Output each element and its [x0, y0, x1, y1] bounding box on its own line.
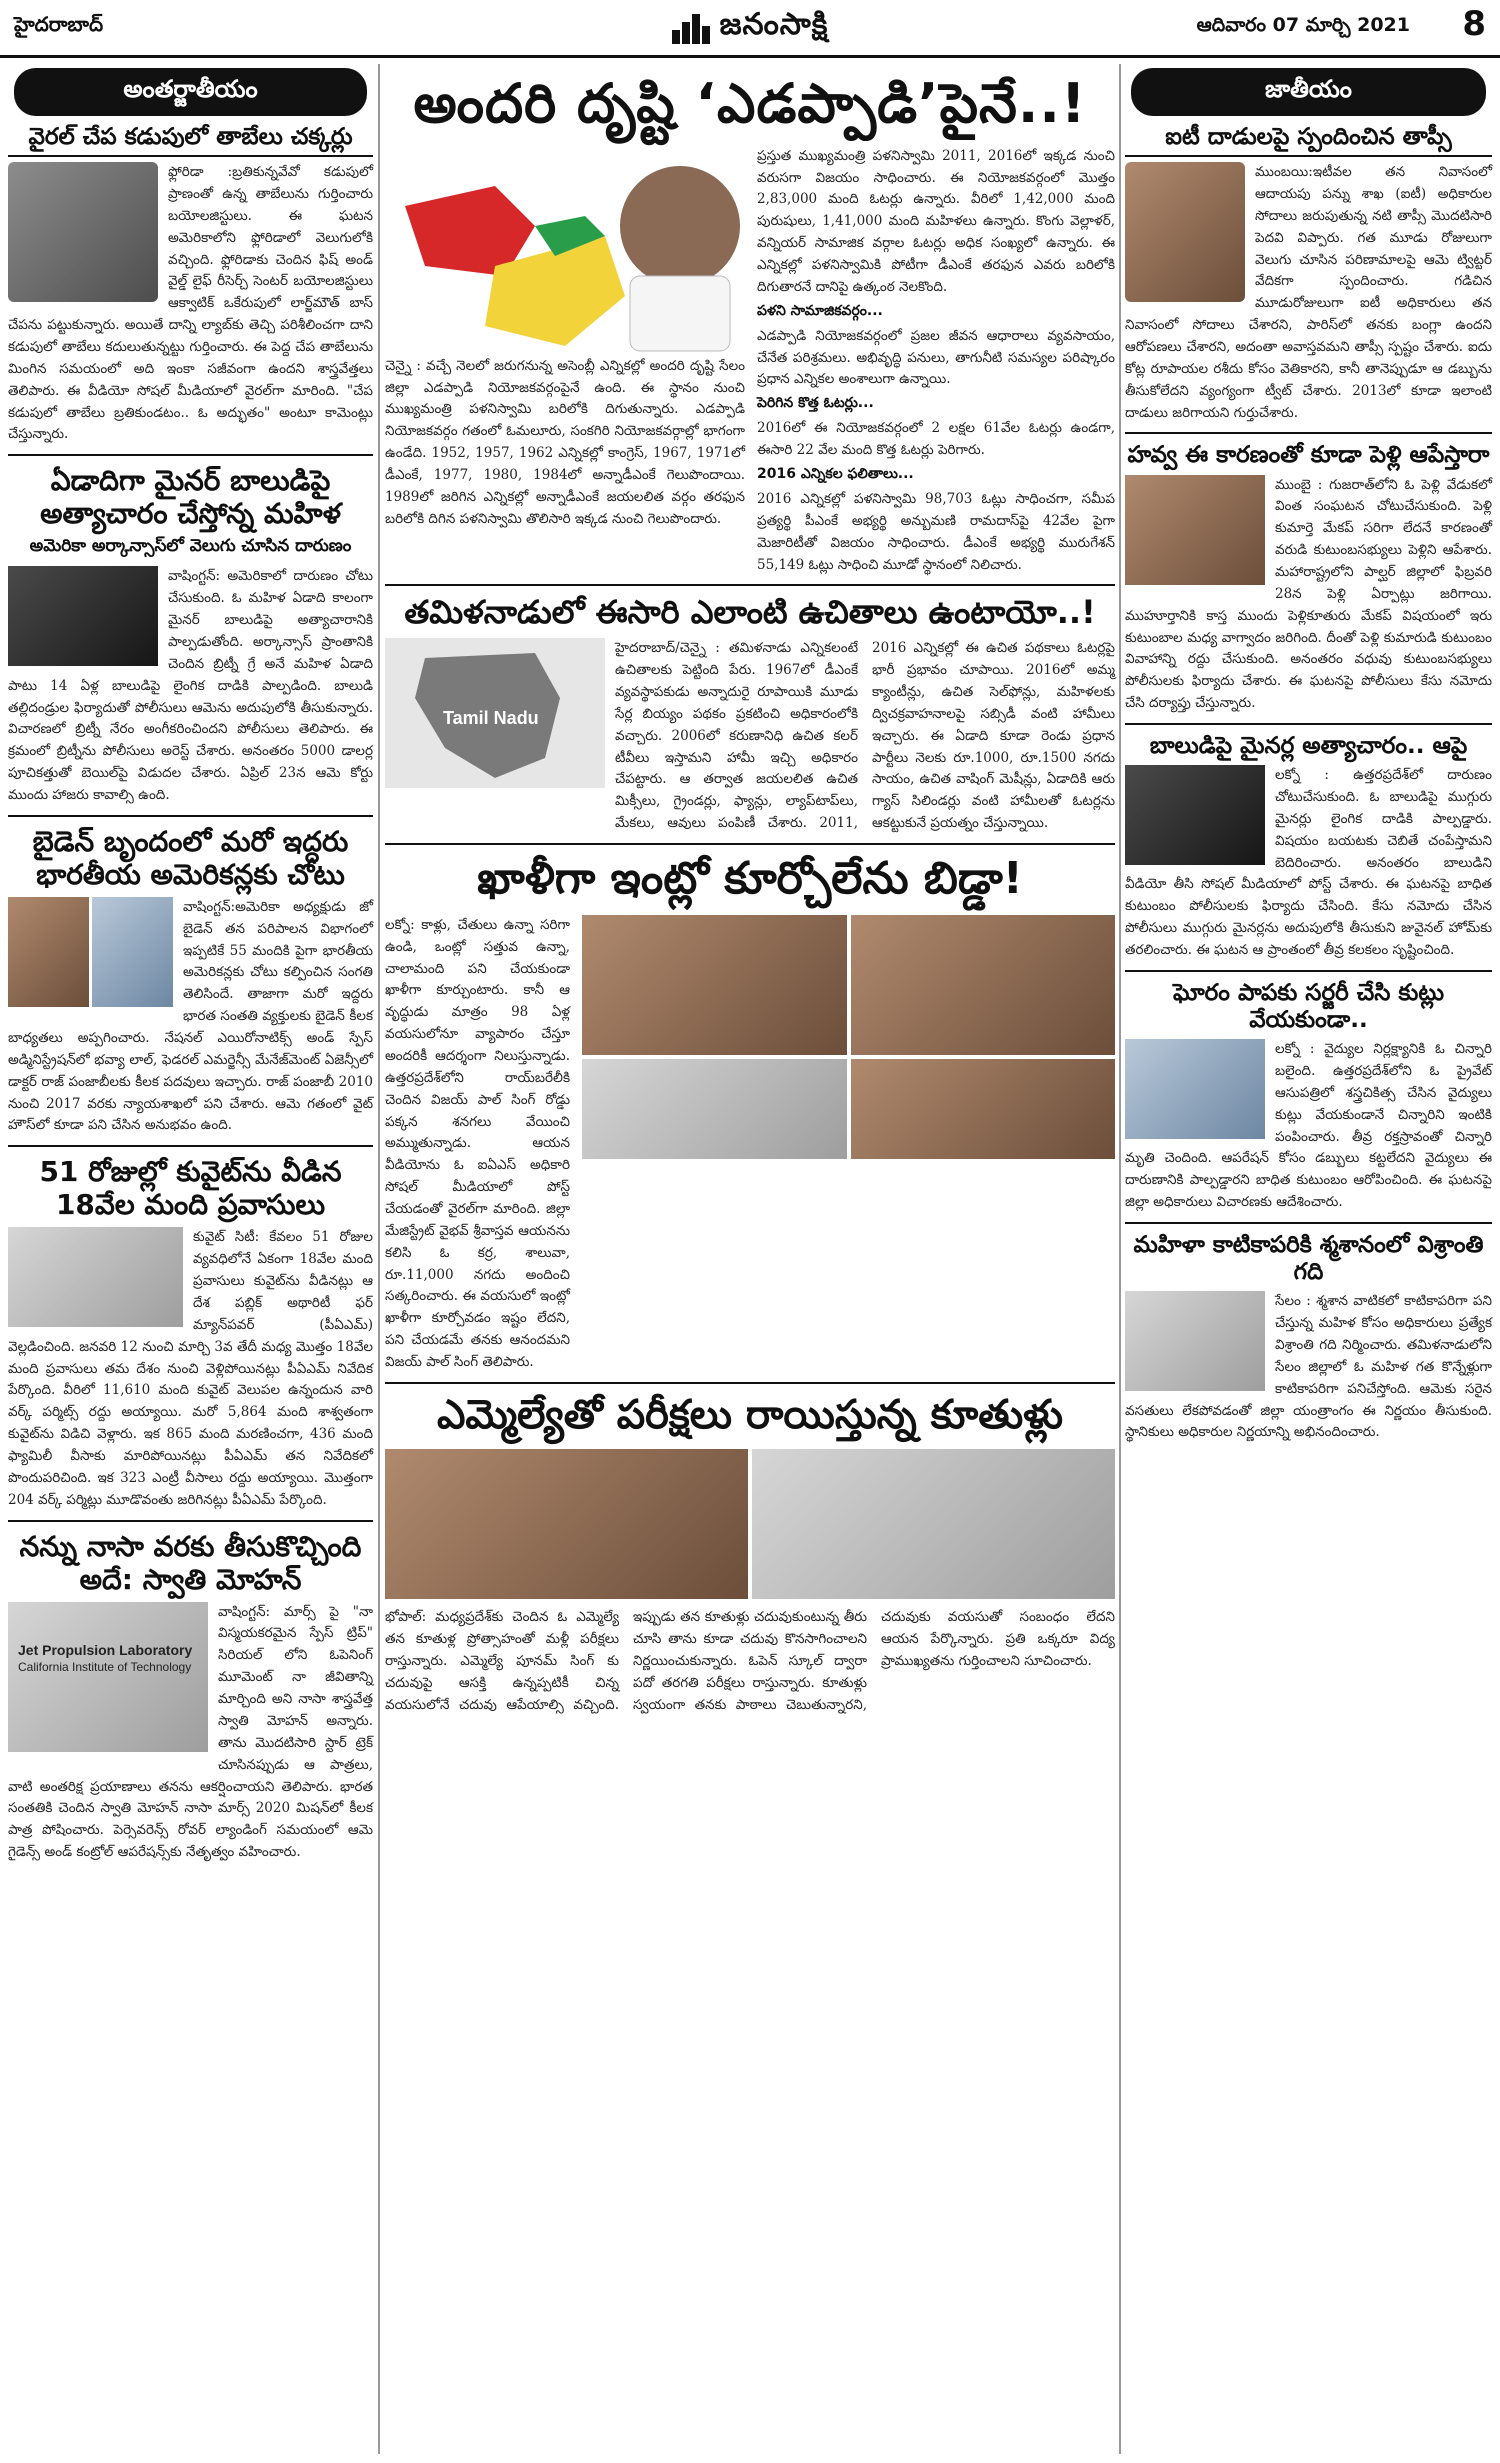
article-body: లక్నో : వైద్యుల నిర్లక్ష్యానికి ఓ చిన్నారి బలైంది. ఉత్తరప్రదేశ్‌లోని ఓ ప్రైవేట్ ఆసుపత్రిలో శస్త్రచికిత్స చేసిన వైద్యులు కుట్లు వేయకుండానే చిన్నారిని ఇంటికి పంపించారు. తీవ్ర రక్తస్రావంతో చిన్నారి మృతి చెందింది. ఆపరేషన్ కోసం డబ్బులు కట్టలేదని వైద్యులు ఈ దారుణానికి పాల్పడ్డారని బాధిత కుటుంబం ఆరోపించింది. ఈ ఘటనపై జిల్లా అధికారులు విచారణకు ఆదేశించారు. — [1125, 1041, 1492, 1211]
paper-name: జనంసాక్షి — [719, 7, 829, 42]
section-label-national: జాతీయం — [1131, 68, 1486, 116]
fish-turtle-photo — [8, 162, 158, 302]
article-taapsee — [1125, 124, 1492, 424]
article-body: సేలం : శ్మశాన వాటికలో కాటికాపరిగా పని చేస్తున్న మహిళ కోసం అధికారులు ప్రత్యేక విశ్రాంతి గది నిర్మించారు. తమిళనాడులోని సేలం జిల్లాలో ఓ మహిళ గత కొన్నేళ్లుగా కాటికాపరిగా పనిచేస్తోంది. ఆమెకు సరైన వసతులు లేకపోవడంతో జిల్లా యంత్రాంగం ఈ నిర్ణయం తీసుకుంది. స్థానికులు అధికారుల నిర్ణయాన్ని అభినందించారు. — [1125, 1293, 1492, 1441]
article-headline: ఘోరం పాపకు సర్జరీ చేసి కుట్లు వేయకుండా.. — [1172, 979, 1445, 1033]
international-column — [8, 64, 373, 1864]
page-number: 8 — [1462, 4, 1486, 44]
bhavya-lal-photo — [8, 897, 89, 1007]
lead-body-a: చెన్నై : వచ్చే నెలలో జరుగనున్న అసెంబ్లీ ఎన్నికల్లో అందరి దృష్టి సేలం జిల్లా ఎడప్పాడి నియోజకవర్గంపైనే ఉంది. ఈ స్థానం నుంచి ముఖ్యమంత్రి పళనిస్వామి బరిలోకి దిగుతున్నారు. ఎడప్పాడి నియోజకవర్గం గతంలో ఓమలూరు, సంకగిరి నియోజకవర్గాల్లో భాగంగా ఉండేది. 1952, 1957, 1962 ఎన్నికల్లో కాంగ్రెస్, 1967, 1971లో డీఎంకే, 1977, 1980, 1984లో అన్నాడీఎంకే గెలుపొందాయి. 1989లో జరిగిన ఎన్నికల్లో అన్నాడీఎంకే జయలలిత వర్గం తరఫున బరిలోకి దిగిన పళనిస్వామి తొలిసారి ఇక్కడ నుంచి గెలుపొందారు. — [385, 357, 745, 527]
handcuffs-photo — [8, 566, 158, 666]
article-old-vendor — [385, 853, 1115, 1374]
article-body: ఫ్లోరిడా :బ్రతికున్నవేవో కడుపులో ప్రాణంతో ఉన్న తాబేలును గుర్తించారు బయోలజిస్టులు. ఈ ఘటన అమెరికాలోని ఫ్లోరిడాలో వెలుగులోకి వచ్చింది. ఫ్లోరిడాకు చెందిన ఫిష్ అండ్ వైల్డ్ లైఫ్ రీసెర్చ్ సెంటర్ బయోలజిస్టులు ఆక్వాటిక్ ఒకేరుపులో లార్జ్‌మౌత్ బాస్ చేపను పట్టుకున్నారు. అయితే దాన్ని ల్యాబ్‌కు తెచ్చి పరిశీలించగా దాని కడుపులో తాబేలు కదులుతున్నట్టు గుర్తించారు. ఈ పెద్ద చేప తాబేలును మింగిన సమయంలో అది ఇంకా సజీవంగా ఉందని శాస్త్రవేత్తలు తెలిపారు. ఈ వీడియో సోషల్ మీడియాలో వైరల్‌గా మారింది. "చేప కడుపులో తాబేలు బ్రతికుండటం.. ఓ అద్భుతం" అంటూ కామెంట్లు చేస్తున్నారు. — [8, 164, 373, 443]
article-body: భోపాల్: మధ్యప్రదేశ్‌కు చెందిన ఓ ఎమ్మెల్యే తన కూతుళ్ల ప్రోత్సాహంతో మళ్లీ పరీక్షలు రాస్తున్నారు. ఎమ్మెల్యే పూనమ్ సింగ్ కు చదువుపై ఆసక్తి ఉన్నప్పటికీ చిన్న వయసులోనే చదువు ఆపేయాల్సి వచ్చింది. ఇప్పుడు తన కూతుళ్లు చదువుకుంటున్న తీరు చూసి తాను కూడా చదువు కొనసాగించాలని నిర్ణయించుకున్నారు. ఓపెన్ స్కూల్ ద్వారా పదో తరగతి పరీక్షలు రాస్తున్నారు. కూతుళ్లు స్వయంగా తనకు పాఠాలు చెబుతున్నారని, చదువుకు వయసుతో సంబంధం లేదని ఆయన పేర్కొన్నారు. ప్రతి ఒక్కరూ విద్య ప్రాముఖ్యతను గుర్తించాలని సూచించారు. — [385, 1609, 1115, 1713]
article-mla-exams — [385, 1392, 1115, 1716]
jpl-sign: Jet Propulsion Laboratory California Institute of Technology — [18, 1641, 193, 1675]
lead-left — [385, 146, 745, 577]
article-headline: తమిళనాడులో ఈసారి ఎలాంటి ఉచితాలు ఉంటాయో..! — [404, 593, 1096, 632]
raj-panjabi-photo — [92, 897, 173, 1007]
lead-right — [757, 146, 1115, 577]
lead-content — [385, 146, 1115, 577]
vendor-photo — [582, 915, 847, 1055]
paper-logo — [620, 6, 880, 50]
article-body: హైదరాబాద్/చెన్నై : తమిళనాడు ఎన్నికలంటే ఉచితాలకు పెట్టింది పేరు. 1967లో డీఎంకే వ్యవస్థాపకుడు అన్నాదురై రూపాయికి మూడు సేర్ల బియ్యం పథకం ప్రకటించి అధికారంలోకి వచ్చారు. 2006లో కరుణానిధి ఉచిత కలర్ టీవీలు ఇస్తామని హామీ ఇచ్చి అధికారం చేపట్టారు. ఆ తర్వాత జయలలిత ఉచిత మిక్సీలు, గ్రైండర్లు, ఫ్యాన్లు, ల్యాప్‌టాప్‌లు, మేకలు, ఆవులు పంపిణీ చేశారు. 2011, 2016 ఎన్నికల్లో ఈ ఉచిత పథకాలు ఓటర్లపై భారీ ప్రభావం చూపాయి. 2016లో అమ్మ క్యాంటీన్లు, ఉచిత సెల్‌ఫోన్లు, మహిళలకు ద్విచక్రవాహనాలపై సబ్సిడీ వంటి హామీలు ఇచ్చారు. ఈ ఏడాది కూడా రెండు ప్రధాన పార్టీలు నెలకు రూ.1000, రూ.1500 నగదు సాయం, ఉచిత వాషింగ్ మెషీన్లు, ఏడాదికి ఆరు గ్యాస్ సిలిండర్లు వంటి హామీలతో ఓటర్లను ఆకట్టుకునే ప్రయత్నం చేస్తున్నాయి. — [615, 640, 1115, 832]
mla-photo — [752, 1449, 1115, 1599]
biden-team-photos — [8, 897, 173, 1007]
article-fish-turtle — [8, 124, 373, 446]
article-headline: ఏడాదిగా మైనర్ బాలుడిపై అత్యాచారం చేస్తోన్న మహిళ — [40, 464, 341, 531]
vendor-content — [385, 915, 1115, 1374]
article-body: ముంబయి:ఇటీవల తన నివాసంలో ఆదాయపు పన్ను శాఖ (ఐటీ) అధికారుల సోదాలు జరుపుతున్న నటి తాప్సీ మొదటిసారి పెదవి విప్పారు. గత మూడు రోజులుగా వెలుగు చూసిన పరిణామాలపై ఆమె ట్విట్టర్ వేదికగా స్పందించారు. గడిచిన మూడురోజులుగా ఐటీ అధికారులు తన నివాసంలో సోదాలు చేశారని, పారిస్‌లో తనకు బంగ్లా ఉందని ఆరోపణలు చేశారని, అదంతా అవాస్తవమని తాప్సీ స్పష్టం చేశారు. ఐదు కోట్ల రూపాయల రశీదు కోసం వెతికారని, కానీ తానెప్పుడూ ఆ డబ్బును తీసుకోలేదని వ్యంగ్యంగా ట్వీట్ చేశారు. 2013లో కూడా ఇలాంటి దాడులు జరిగాయని గుర్తుచేశారు. — [1125, 164, 1492, 421]
vendor-photo — [851, 915, 1116, 1055]
tamil-nadu-map — [385, 638, 605, 788]
city-label: హైదరాబాద్ — [14, 12, 104, 36]
article-wedding — [1125, 442, 1492, 715]
article-headline: హవ్వ ఈ కారణంతో కూడా పెళ్లి ఆపేస్తారా — [1127, 442, 1490, 469]
swati-mohan-photo — [8, 1602, 208, 1752]
vendor-photo — [582, 1059, 847, 1159]
airport-photo — [8, 1227, 183, 1327]
article-body: ముంబై : గుజరాత్‌లోని ఓ పెళ్లి వేడుకలో వింత సంఘటన చోటుచేసుకుంది. పెళ్లి కుమార్తె మేకప్ సరిగా లేదనే కారణంతో వరుడి కుటుంబసభ్యులు పెళ్లిని ఆపేశారు. మహారాష్ట్రలోని పాల్ఘర్ జిల్లాలో ఫిబ్రవరి 28న పెళ్లి ఏర్పాట్లు జరిగాయి. ముహూర్తానికి కాస్త ముందు పెళ్లికూతురు మేకప్ విషయంలో ఇరు కుటుంబాల మధ్య వాగ్వాదం జరిగింది. దీంతో పెళ్లి కుమారుడి కుటుంబం వివాహాన్ని రద్దు చేసుకుంది. అనంతరం వధువు కుటుంబసభ్యులు పోలీసులకు ఫిర్యాదు చేశారు. ఈ ఘటనపై పోలీసులు కేసు నమోదు చేసి దర్యాప్తు చేస్తున్నారు. — [1125, 476, 1492, 712]
article-headline: ఐటీ దాడులపై స్పందించిన తాప్సీ — [1125, 124, 1492, 157]
article-body: వాషింగ్టన్:అమెరికా అధ్యక్షుడు జో బైడెన్ తన పరిపాలన విభాగంలో ఇప్పటికే 55 మందికి పైగా భారతీయ అమెరికన్లకు చోటు కల్పించిన సంగతి తెలిసిందే. తాజాగా మరో ఇద్దరు భారత సంతతి వ్యక్తులకు బైడెన్ కీలక బాధ్యతలు అప్పగించారు. నేషనల్ ఎయిరోనాటిక్స్ అండ్ స్పేస్ అడ్మినిస్ట్రేషన్‌లో భవ్యా లాల్, ఫెడరల్ ఎమర్జెన్సీ మేనేజ్‌మెంట్ ఏజెన్సీలో డాక్టర్ రాజ్ పంజాబీలకు కీలక పదవులు ఇచ్చారు. రాజ్ పంజాబీ 2010 నుంచి 2017 వరకు న్యాయశాఖలో పని చేశారు. ఆమె గతంలో వైట్ హౌస్‌లో కూడా పని చేసిన అనుభవం ఉంది. — [8, 898, 373, 1134]
vendor-photos — [582, 915, 1115, 1374]
article-kuwait-expats — [8, 1155, 373, 1511]
vendor-photo-row — [582, 1059, 1115, 1159]
article-headline: ఖాళీగా ఇంట్లో కూర్చోలేను బిడ్డా! — [477, 852, 1023, 904]
issue-date: ఆదివారం 07 మార్చి 2021 — [1196, 14, 1410, 36]
article-cremation-worker — [1125, 1232, 1492, 1444]
article-headline: 51 రోజుల్లో కువైట్‌ను వీడిన 18వేల మంది ప్రవాసులు — [39, 1155, 342, 1222]
article-body: వాషింగ్టన్: అమెరికాలో దారుణం చోటు చేసుకుంది. ఓ మహిళ ఏడాది కాలంగా మైనర్ బాలుడిపై అత్యాచారానికి పాల్పడుతోంది. అర్కాన్సాస్ ప్రాంతానికి చెందిన బ్రిట్నీ గ్రే అనే మహిళ ఏడాది పాటు 14 ఏళ్ల బాలుడిపై లైంగిక దాడికి పాల్పడింది. బాలుడి తల్లిదండ్రుల ఫిర్యాదుతో పోలీసులు ఆమెను అదుపులోకి తీసుకున్నారు. విచారణలో బ్రిట్నీ నేరం అంగీకరించిందని పోలీసులు తెలిపారు. ఈ క్రమంలో బ్రిట్నీను పోలీసులు అరెస్ట్ చేశారు. అనంతరం 5000 డాలర్ల పూచికత్తుతో బెయిల్‌పై విడుదల చేశారు. ఏప్రిల్ 23న ఆమె కోర్టు ముందు హాజరు కావాల్సి ఉంది. — [8, 568, 373, 803]
logo-icon — [672, 12, 712, 44]
article-headline: నన్ను నాసా వరకు తీసుకొచ్చింది అదే: స్వాతి మోహన్ — [19, 1529, 362, 1596]
article-freebies — [385, 594, 1115, 834]
article-headline: మహిళా కాటికాపరికి శ్మశానంలో విశ్రాంతి గది — [1133, 1232, 1484, 1286]
column-divider — [378, 64, 380, 2454]
map-label: Tamil Nadu — [443, 708, 539, 729]
crematorium-photo — [1125, 1291, 1265, 1391]
article-biden-team — [8, 825, 373, 1138]
vendor-photo-row — [582, 915, 1115, 1055]
article-surgery — [1125, 980, 1492, 1214]
article-minor-boy — [1125, 733, 1492, 962]
article-body: కువైట్ సిటీ: కేవలం 51 రోజుల వ్యవధిలోనే ఏకంగా 18వేల మంది ప్రవాసులు కువైట్‌ను వీడినట్లు ఆ దేశ పబ్లిక్ అథారిటీ ఫర్ మ్యాన్‌పవర్ (పీఏఎమ్) వెల్లడించింది. జనవరి 12 నుంచి మార్చి 3వ తేదీ మధ్య మొత్తం 18వేల మంది ప్రవాసులు తమ దేశం నుంచి వెళ్లిపోయినట్లు పీఏఎమ్ నివేదిక పేర్కొంది. వీరిలో 11,610 మంది కువైట్ వెలుపల ఉన్నందున వారి వర్క్ పర్మిట్స్ రద్దు అయ్యాయి. మరో 5,864 మంది శాశ్వతంగా కువైట్‌ను విడిచి వెళ్లారు. ఇక 865 మంది మరణించగా, 436 మంది ఫ్యామిలీ వీసాకు మారిపోయినట్లు పీఏఎమ్ తన నివేదికలో పొందుపరిచింది. ఇక 323 ఎంట్రీ వీసాలు రద్దు అయ్యాయి. మొత్తంగా 204 వర్క్ పర్మిట్లు మూడొవంతు జరిగినట్లు పీఏఎమ్ పేర్కొంది. — [8, 1229, 373, 1508]
surgery-photo — [1125, 1039, 1265, 1139]
article-headline: ఎమ్మెల్యేతో పరీక్షలు రాయిస్తున్న కూతుళ్లు — [436, 1391, 1064, 1438]
article-edappadi — [385, 72, 1115, 576]
lead-subhead: పెరిగిన కొత్త ఓటర్లు... — [757, 395, 874, 412]
mla-photos — [385, 1449, 1115, 1599]
wedding-photo — [1125, 475, 1265, 585]
taapsee-photo — [1125, 162, 1245, 302]
national-column — [1125, 64, 1492, 1444]
lead-body-b: ప్రస్తుత ముఖ్యమంత్రి పళనిస్వామి 2011, 2016లో ఇక్కడ నుంచి వరుసగా విజయం సాధించారు. ఈ నియోజకవర్గంలో మొత్తం 2,83,000 మంది ఓటర్లు ఉన్నారు. వీరిలో 1,42,000 మంది పురుషులు, 1,41,000 మంది మహిళలు ఉన్నారు. కొంగు వెల్లాళర్, వన్నియర్ సామాజిక వర్గాల ఓటర్లు అధిక సంఖ్యలో ఉన్నారు. ఈ ఎన్నికల్లో పళనిస్వామికి పోటీగా డీఎంకే తరఫున ఎవరు బరిలోకి దిగుతారనే దానిపై ఉత్కంఠ నెలకొంది. — [757, 147, 1115, 295]
article-headline: వైరల్ చేప కడుపులో తాబేలు చక్కర్లు — [8, 124, 373, 157]
article-body: వాషింగ్టన్: మార్స్ పై "నా విస్మయకరమైన స్పేస్ ట్రిప్" సిరియల్ లోని ఓపెనింగ్ మూమెంట్ నా జీవితాన్ని మార్చింది అని నాసా శాస్త్రవేత్త స్వాతి మోహన్ అన్నారు. తాను మొదటిసారి స్టార్ ట్రెక్ చూసినప్పుడు ఆ పాత్రలు, వాటి అంతరిక్ష ప్రయాణాలు తనను ఆకర్షించాయని తెలిపారు. భారత సంతతికి చెందిన స్వాతి మోహన్ నాసా మార్స్ 2020 మిషన్‌లో కీలక పాత్ర పోషించారు. పెర్సెవరెన్స్ రోవర్ ల్యాండింగ్ సమయంలో ఆమె గైడెన్స్ అండ్ కంట్రోల్ ఆపరేషన్స్‌కు నేతృత్వం వహించారు. — [8, 1603, 373, 1861]
lead-body-d: 2016లో ఈ నియోజకవర్గంలో 2 లక్షల 61వేల ఓటర్లు ఉండగా, ఈసారి 22 వేల మంది కొత్త ఓటర్లు పెరిగారు. — [757, 420, 1115, 459]
main-column — [385, 64, 1115, 1716]
constituency-map-icon — [385, 146, 745, 356]
lead-body-e: 2016 ఎన్నికల్లో పళనిస్వామి 98,703 ఓట్లు సాధించగా, సమీప ప్రత్యర్థి పీఎంకే అభ్యర్థి అన్బుమణి రామదాస్‌పై 42వేల పైగా మెజారిటీతో విజయం సాధించారు. డీఎంకే అభ్యర్థి మురుగేశన్ 55,149 ఓట్లు సాధించి మూడో స్థానంలో నిలిచారు. — [757, 491, 1115, 573]
lead-body-c: ఎడప్పాడి నియోజకవర్గంలో ప్రజల జీవన ఆధారాలు వ్యవసాయం, చేనేత పరిశ్రమలు. అభివృద్ధి పనులు, తాగునీటి సమస్యల పరిష్కారం ప్రధాన ఎన్నికల అంశాలుగా ఉన్నాయి. — [757, 327, 1115, 388]
column-divider — [1119, 64, 1121, 2454]
lead-subhead: 2016 ఎన్నికల ఫలితాలు... — [757, 466, 914, 483]
mla-photo — [385, 1449, 748, 1599]
article-minor-abuse-us — [8, 464, 373, 807]
silhouette-photo — [1125, 765, 1265, 865]
article-swati-mohan — [8, 1530, 373, 1864]
article-headline: బైడెన్ బృందంలో మరో ఇద్దరు భారతీయ అమెరికన్లకు చోటు — [32, 824, 349, 891]
article-headline: బాలుడిపై మైనర్ల అత్యాచారం.. ఆపై — [1149, 733, 1468, 760]
vendor-photo — [851, 1059, 1116, 1159]
article-body: లక్నో : ఉత్తరప్రదేశ్‌లో దారుణం చోటుచేసుకుంది. ఓ బాలుడిపై ముగ్గురు మైనర్లు లైంగిక దాడికి పాల్పడ్డారు. విషయం బయటకు చెబితే చంపేస్తామని బెదిరించారు. అనంతరం బాలుడిని వీడియో తీసి సోషల్ మీడియాలో పోస్ట్ చేశారు. ఈ ఘటనపై బాధిత కుటుంబం పోలీసులకు ఫిర్యాదు చేసింది. కేసు నమోదు చేసిన పోలీసులు ముగ్గురు మైనర్లను అదుపులోకి తీసుకుని జువైనల్ హోమ్‌కు తరలించారు. ఈ ఘటన ఆ ప్రాంతంలో తీవ్ర కలకలం సృష్టించింది. — [1125, 767, 1492, 959]
section-label-international: అంతర్జాతీయం — [14, 68, 367, 116]
lead-subhead: పళని సామాజికవర్గం... — [757, 302, 883, 319]
article-kicker: అమెరికా అర్కాన్సాస్‌లో వెలుగు చూసిన దారుణం — [29, 536, 352, 557]
lead-headline: అందరి దృష్టి ‘ఎడప్పాడి’పైనే..! — [413, 72, 1087, 135]
masthead — [0, 0, 1500, 58]
lead-visual — [385, 146, 745, 356]
article-body: లక్నో: కాళ్లు, చేతులు ఉన్నా సరిగా ఉండి, ఒంట్లో సత్తువ ఉన్నా, చాలామంది పని చేయకుండా ఖాళీగా కూర్చుంటారు. కానీ ఆ వృద్ధుడు మాత్రం 98 ఏళ్ల వయసులోనూ వ్యాపారం చేస్తూ అందరికీ ఆదర్శంగా నిలుస్తున్నాడు. ఉత్తరప్రదేశ్‌లోని రాయ్‌బరేలీకి చెందిన విజయ్ పాల్ సింగ్ రోడ్డు పక్కన శనగలు వేయించి అమ్ముతున్నాడు. ఆయన వీడియోను ఓ ఐఏఎస్ అధికారి సోషల్ మీడియాలో పోస్ట్ చేయడంతో వైరల్‌గా మారింది. జిల్లా మేజిస్ట్రేట్ వైభవ్ శ్రీవాస్తవ ఆయనను కలిసి ఓ కర్ర, శాలువా, రూ.11,000 నగదు అందించి సత్కరించారు. ఈ వయసులో ఇంట్లో ఖాళీగా కూర్చోవడం ఇష్టం లేదని, పని చేయడమే తనకు ఆనందమని విజయ్ పాల్ సింగ్ తెలిపారు. — [385, 916, 570, 1371]
